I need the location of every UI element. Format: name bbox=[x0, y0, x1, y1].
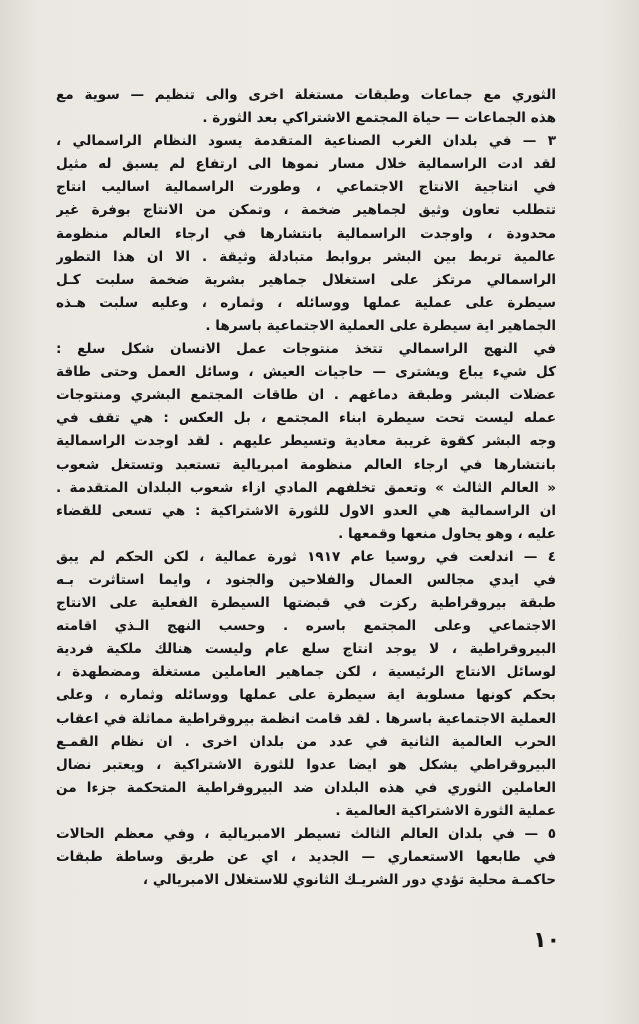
text-line: « العالم الثالث » وتعمق تخلفهم المادي ازاء شعوب البلدان المتقدمة . bbox=[56, 479, 556, 496]
text-line: البيروقراطية ، لا يوجد انتاج سلع عام وليست هنالك ملكية فردية bbox=[56, 641, 556, 658]
text-line: محدودة ، واوجدت الراسمالية بانتشارها في ارجاء العالم منظومة bbox=[56, 225, 556, 242]
text-line: ٥ — في بلدان العالم الثالث تسيطر الامبريالية ، وفي معظم الحالات bbox=[56, 826, 556, 842]
text-line: كل شيء يباع ويشترى — حاجيات العيش ، وسائل العمل وحتى طاقة bbox=[56, 364, 556, 381]
text-line: لوسائل الانتاج الرئيسية ، لكن جماهير العاملين مستغلة ومضطهدة ، bbox=[56, 664, 556, 681]
body-text bbox=[56, 84, 556, 892]
text-line: طبقة بيروقراطية ركزت في قبضتها السيطرة الفعلية على الانتاج bbox=[56, 595, 556, 612]
text-line: العاملين الثوري في هذه البلدان ضد البيروقراطية المتحكمة جزءا من bbox=[56, 779, 556, 796]
text-line: الثوري مع جماعات وطبقات مستغلة اخرى والى تنظيم — سوية مع bbox=[56, 87, 556, 103]
text-line: الراسمالي مرتكز على استغلال جماهير بشرية ضخمة سلبت كـل bbox=[56, 271, 556, 288]
text-line: في ايدي مجالس العمال والفلاحين والجنود ، وايما استاثرت بـه bbox=[56, 571, 556, 588]
text-line: عالمية تربط بين البشر بروابط متبادلة وثيقة . الا ان هذا التطور bbox=[56, 248, 556, 265]
text-line: هذه الجماعات — حياة المجتمع الاشتراكي بعد الثورة . bbox=[202, 110, 556, 127]
text-line: ٤ — اندلعت في روسيا عام ١٩١٧ ثورة عمالية ، لكن الحكم لم يبق bbox=[56, 548, 556, 565]
text-line: لقد ادت الراسمالية خلال مسار نموها الى ارتفاع لم يسبق له مثيل bbox=[56, 156, 556, 173]
page-number: ١٠ bbox=[533, 928, 560, 953]
text-line: بحكم كونها مسلوبة اية سيطرة على عملها ووسائله وثماره ، وعلى bbox=[56, 687, 556, 704]
text-line: الحرب العالمية الثانية في عدد من بلدان اخرى . ان نظام القمـع bbox=[56, 733, 556, 750]
text-line: عضلات البشر وطبقة دماغهم . ان طاقات المجتمع البشري ومنتوجات bbox=[56, 387, 556, 404]
text-line: عملية الثورة الاشتراكية العالمية . bbox=[335, 802, 556, 819]
text-line: ٣ — في بلدان الغرب الصناعية المتقدمة يسود النظام الراسمالي ، bbox=[56, 133, 556, 150]
text-line: حاكمـة محلية تؤدي دور الشريـك الثانوي للاستغلال الامبريالي ، bbox=[142, 872, 556, 889]
text-line: في النهج الراسمالي تتخذ منتوجات عمل الانسان شكل سلع : bbox=[56, 341, 556, 358]
text-line: ان الراسمالية هي العدو الاول للثورة الاشتراكية : هي تسعى للقضاء bbox=[56, 502, 556, 519]
text-line: الجماهير اية سيطرة على العملية الاجتماعية باسرها . bbox=[205, 317, 556, 334]
text-line: في انتاجية الانتاج الاجتماعي ، وطورت الراسمالية اساليب انتاج bbox=[56, 179, 556, 196]
text-line: بانتشارها في ارجاء العالم منظومة امبريالية تستعبد وتستغل شعوب bbox=[56, 456, 556, 473]
text-line: العملية الاجتماعية باسرها . لقد قامت انظمة بيروقراطية مماثلة في اعقاب bbox=[56, 710, 556, 727]
text-line: الاجتماعي وعلى المجتمع باسره . وحسب النهج الـذي اقامته bbox=[56, 618, 556, 635]
text-line: عليه ، وهو يحاول منعها وقمعها . bbox=[338, 525, 556, 542]
text-line: البيروقراطي يشكل هو ايضا عدوا للثورة الاشتراكية ، ويعتبر نضال bbox=[56, 756, 556, 773]
text-line: سيطرة على عملية عملها ووسائله ، وثماره ، وعليه سلبت هـذه bbox=[56, 294, 556, 311]
text-line: وجه البشر كقوة غريبة معادية وتسيطر عليهم . لقد اوجدت الراسمالية bbox=[56, 433, 556, 450]
text-line: تتطلب تعاون وثيق لجماهير ضخمة ، وتمكن من الانتاج بوفرة غير bbox=[56, 202, 556, 219]
text-line: عمله ليست تحت سيطرة ابناء المجتمع ، بل العكس : هي تقف في bbox=[56, 410, 556, 427]
text-line: في طابعها الاستعماري — الجديد ، اي عن طريق وساطة طبقات bbox=[56, 849, 556, 866]
